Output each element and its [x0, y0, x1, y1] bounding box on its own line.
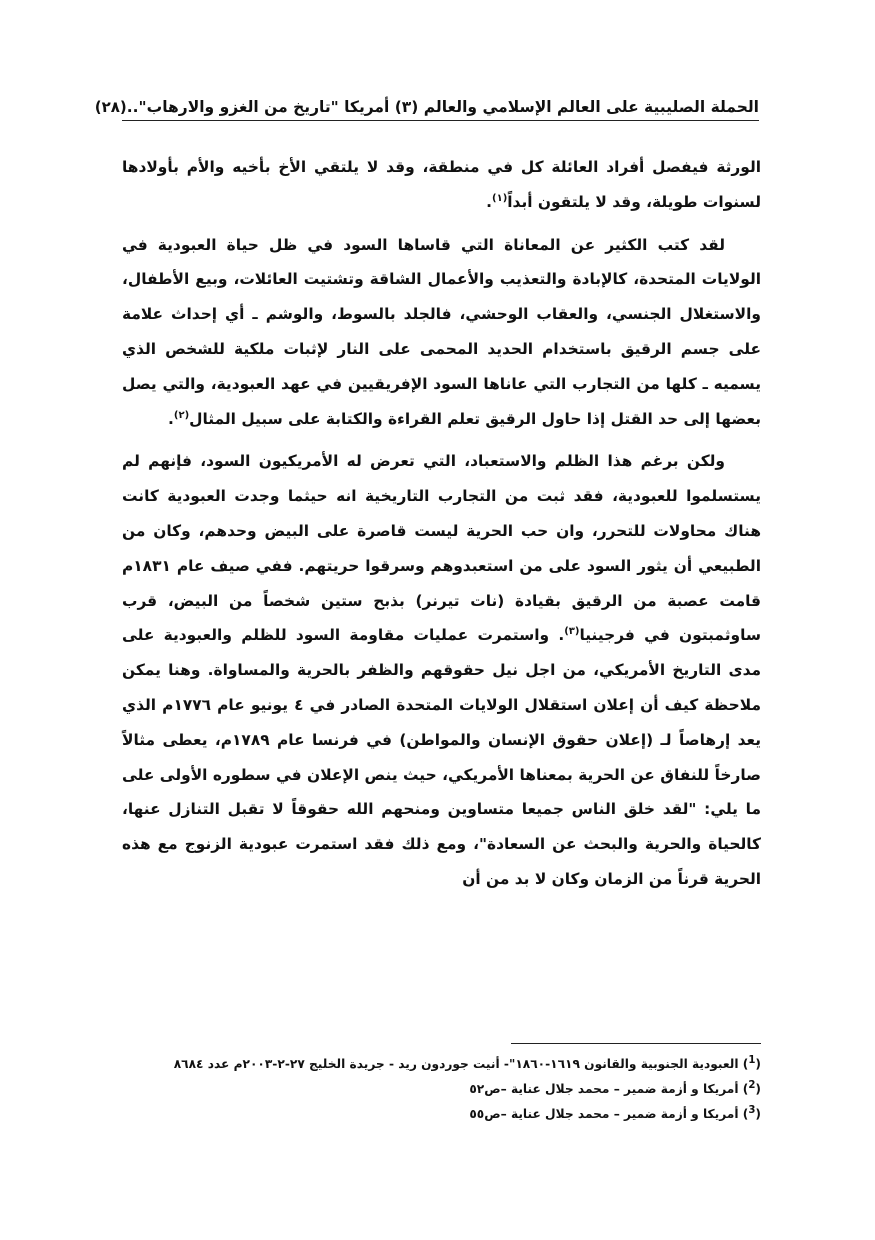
footnote-text: العبودية الجنوبية والقانون ١٦١٩-١٨٦٠"- أنيت جوردون ريد - جريدة الخليج ٢٧-٢-٢٠٠٣م عدد ٨٦٨٤ — [173, 1057, 739, 1072]
footnote-marker: ($^1$) — [742, 1055, 761, 1072]
paragraph-text: ولكن برغم هذا الظلم والاستعباد، التي تعرض له الأمريكيون السود، فإنهم لم يستسلموا للعبودية، فقد ثبت من التجارب التاريخية انه حيثما وجدت العبودية كانت هناك محاولات للتحرر، وان حب الحرية ليست قاصرة على البيض وحدهم، وكان من الطبيعي أن يثور السود على من استعبدوهم وسرقوا حريتهم. ففي صيف عام ١٨٣١م قامت عصبة من الرقيق بقيادة (نات تيرنر) بذبح ستين شخصاً من البيض، قرب ساوثمبتون في فرجينيا — [122, 452, 761, 645]
footnote — [110, 1075, 761, 1100]
paragraph — [122, 444, 761, 896]
header-title: الحملة الصليبية على العالم الإسلامي والعالم (٣) أمريكا "تاريخ من الغزو والارهاب".. — [126, 98, 759, 116]
page-number: (٢٨) — [94, 98, 127, 116]
footnote-text: أمريكا و أزمة ضمير – محمد جلال عناية –ص٥٥ — [469, 1107, 739, 1122]
running-header — [94, 86, 759, 121]
footnote-ref[interactable]: (١) — [492, 192, 508, 204]
footnote-number: 2 — [748, 1080, 756, 1092]
paragraph — [122, 228, 761, 437]
footnote-number: 1 — [748, 1055, 756, 1066]
footnote-text: أمريكا و أزمة ضمير – محمد جلال عناية –ص٥٢ — [469, 1082, 739, 1097]
footnotes — [110, 1050, 761, 1125]
footnote — [110, 1100, 761, 1125]
footnote-marker: ($^3$) — [742, 1105, 761, 1122]
paragraph-tail: . — [168, 409, 174, 428]
footnote-ref[interactable]: (٢) — [173, 409, 190, 421]
body-text — [122, 150, 761, 905]
paragraph — [122, 150, 761, 220]
footnote-number: 3 — [748, 1105, 756, 1117]
paragraph-text: لقد كتب الكثير عن المعاناة التي قاساها السود في ظل حياة العبودية في الولايات المتحدة، كالإبادة والتعذيب والأعمال الشاقة وتشتيت العائلات، وبيع الأطفال، والاستغلال الجنسي، والعقاب الوحشي، فالجلد بالسوط، والوشم ـ أي إحداث علامة على جسم الرقيق باستخدام الحديد المحمى على النار لإثبات ملكية للشخص الذي يسميه ـ كلها من التجارب التي عاناها السود الإفريقيين في عهد العبودية، والتي يصل بعضها إلى حد القتل إذا حاول الرقيق تعلم القراءة والكتابة على سبيل المثال — [122, 235, 761, 428]
footnote — [110, 1050, 761, 1075]
paragraph-tail: . واستمرت عمليات مقاومة السود للظلم والعبودية على مدى التاريخ الأمريكي، من اجل نيل حقوقهم والظفر بالحرية والمساواة. وهنا يمكن ملاحظة كيف أن إعلان استقلال الولايات المتحدة الصادر في ٤ يونيو عام ١٧٧٦م الذي يعد إرهاصاً لـ (إعلان حقوق الإنسان والمواطن) في فرنسا عام ١٧٨٩م، يعطى مثالاً صارخاً للنفاق عن الحرية بمعناها الأمريكي، حيث ينص الإعلان في سطوره الأولى على ما يلي: "لقد خلق الناس جميعا متساوين ومنحهم الله حقوقاً لا تقبل التنازل عنها، كالحياة والحرية والبحث عن السعادة"، ومع ذلك فقد استمرت عبودية الزنوج مع هذه الحرية قرناً من الزمان وكان لا بد من أن — [122, 626, 761, 888]
footnote-marker: ($^2$) — [742, 1080, 761, 1097]
footnote-divider — [511, 1043, 761, 1044]
paragraph-text: الورثة فيفصل أفراد العائلة كل في منطقة، وقد لا يلتقي الأخ بأخيه والأم بأولادها لسنوات طويلة، وقد لا يلتقون أبداً — [122, 158, 761, 211]
paragraph-tail: . — [486, 192, 493, 211]
footnote-ref[interactable]: (٣) — [564, 626, 580, 638]
